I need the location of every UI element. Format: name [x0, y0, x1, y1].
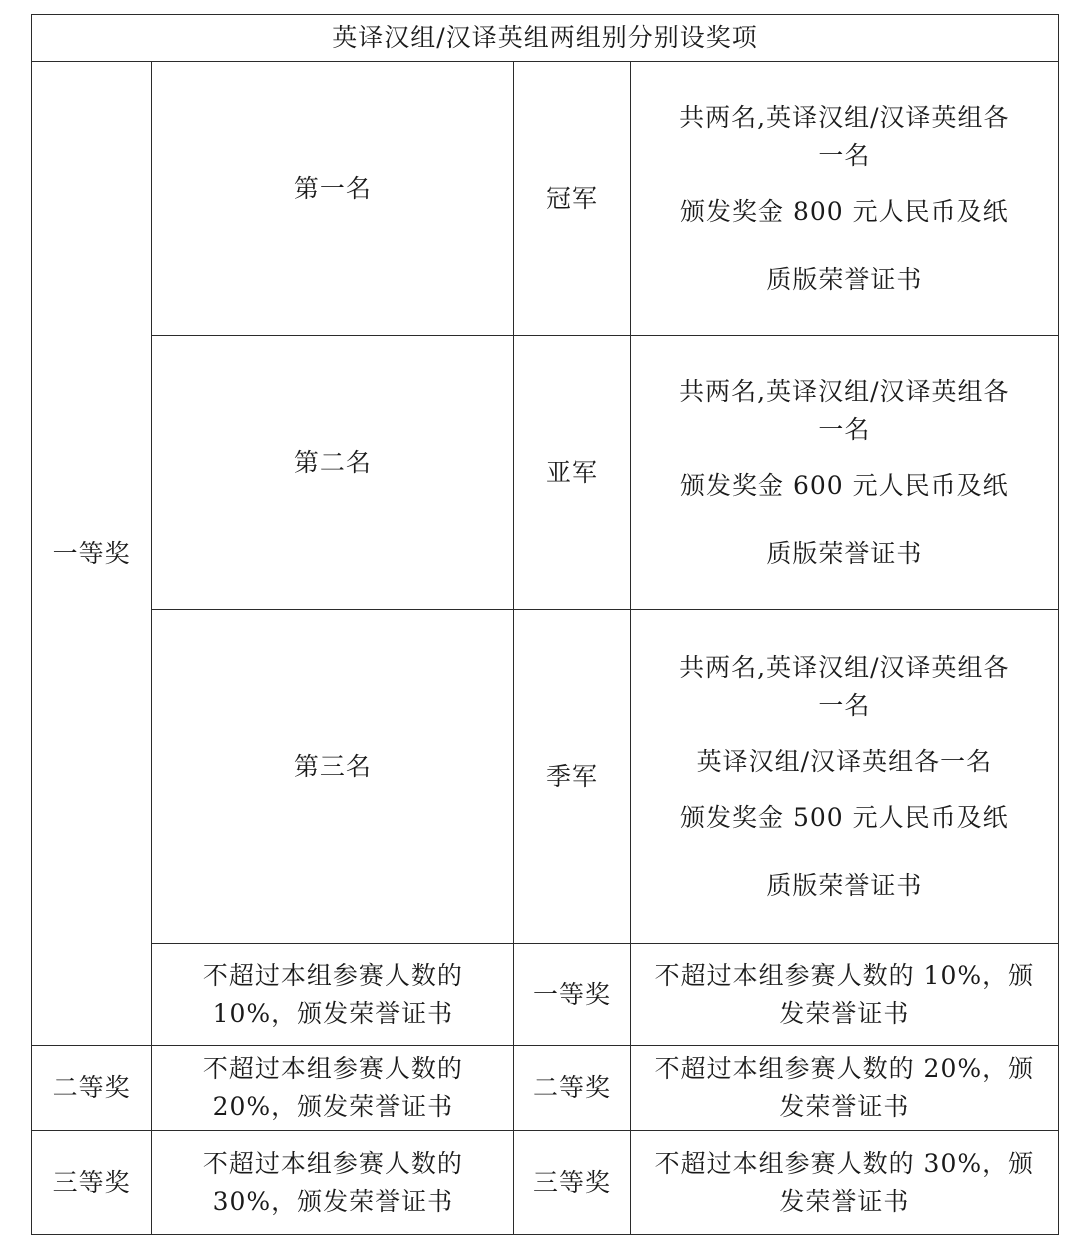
desc-line: 颁发奖金 500 元人民币及纸	[680, 802, 1009, 832]
limit-line: 20%，颁发荣誉证书	[212, 1092, 454, 1121]
desc-line: 颁发奖金 800 元人民币及纸	[680, 196, 1009, 226]
award-title: 冠军	[546, 183, 599, 213]
desc-line: 质版荣誉证书	[766, 264, 923, 294]
first-prize-label: 一等奖	[32, 62, 152, 1046]
award-cell: 二等奖	[514, 1046, 630, 1131]
desc-line: 一名	[818, 414, 871, 444]
desc-cell	[630, 1046, 1058, 1131]
table-row	[32, 1131, 1059, 1235]
limit-line: 10%，颁发荣誉证书	[212, 998, 454, 1028]
desc-line: 一名	[818, 690, 871, 720]
desc-cell	[630, 1131, 1058, 1235]
award-title: 季军	[546, 761, 599, 791]
limit-line: 不超过本组参赛人数的	[202, 1054, 463, 1083]
limit-line: 不超过本组参赛人数的	[202, 1148, 463, 1178]
desc-line: 英译汉组/汉译英组各一名	[696, 746, 993, 776]
desc-line: 共两名,英译汉组/汉译英组各	[679, 376, 1010, 406]
desc-line: 发荣誉证书	[779, 998, 910, 1028]
desc-line: 质版荣誉证书	[766, 538, 923, 568]
award-cell: 三等奖	[514, 1131, 630, 1235]
third-prize-label: 三等奖	[32, 1131, 152, 1235]
award-title: 亚军	[546, 457, 599, 487]
desc-line: 一名	[818, 140, 871, 170]
desc-line: 共两名,英译汉组/汉译英组各	[679, 102, 1010, 132]
limit-cell	[152, 1046, 514, 1131]
limit-cell	[152, 1131, 514, 1235]
desc-line: 共两名,英译汉组/汉译英组各	[679, 652, 1010, 682]
rank-text: 第三名	[293, 751, 372, 781]
desc-line: 发荣誉证书	[779, 1092, 910, 1121]
desc-cell	[630, 610, 1058, 944]
desc-line: 颁发奖金 600 元人民币及纸	[680, 470, 1009, 500]
desc-line: 不超过本组参赛人数的 20%，颁	[654, 1054, 1035, 1083]
desc-cell	[630, 336, 1058, 610]
rank-text: 第一名	[293, 173, 372, 203]
second-prize-label: 二等奖	[32, 1046, 152, 1131]
award-cell: 一等奖	[514, 944, 630, 1046]
desc-line: 不超过本组参赛人数的 10%，颁	[654, 960, 1035, 990]
desc-line: 不超过本组参赛人数的 30%，颁	[654, 1148, 1035, 1178]
rank-text: 第二名	[293, 447, 372, 477]
table-row	[32, 944, 1059, 1046]
desc-cell	[630, 62, 1058, 336]
award-cell	[514, 62, 630, 336]
award-cell	[514, 610, 630, 944]
limit-line: 30%，颁发荣誉证书	[212, 1186, 454, 1216]
limit-line: 不超过本组参赛人数的	[202, 960, 463, 990]
rank-cell	[152, 336, 514, 610]
limit-cell	[152, 944, 514, 1046]
table-title: 英译汉组/汉译英组两组别分别设奖项	[32, 15, 1059, 62]
table-row	[32, 1046, 1059, 1131]
title-row	[32, 15, 1059, 62]
table-row	[32, 610, 1059, 944]
desc-line: 质版荣誉证书	[766, 870, 923, 900]
award-cell	[514, 336, 630, 610]
desc-line: 发荣誉证书	[779, 1186, 910, 1216]
rank-cell	[152, 62, 514, 336]
desc-cell	[630, 944, 1058, 1046]
table-row	[32, 336, 1059, 610]
award-table	[31, 14, 1059, 1235]
table-row	[32, 62, 1059, 336]
rank-cell	[152, 610, 514, 944]
